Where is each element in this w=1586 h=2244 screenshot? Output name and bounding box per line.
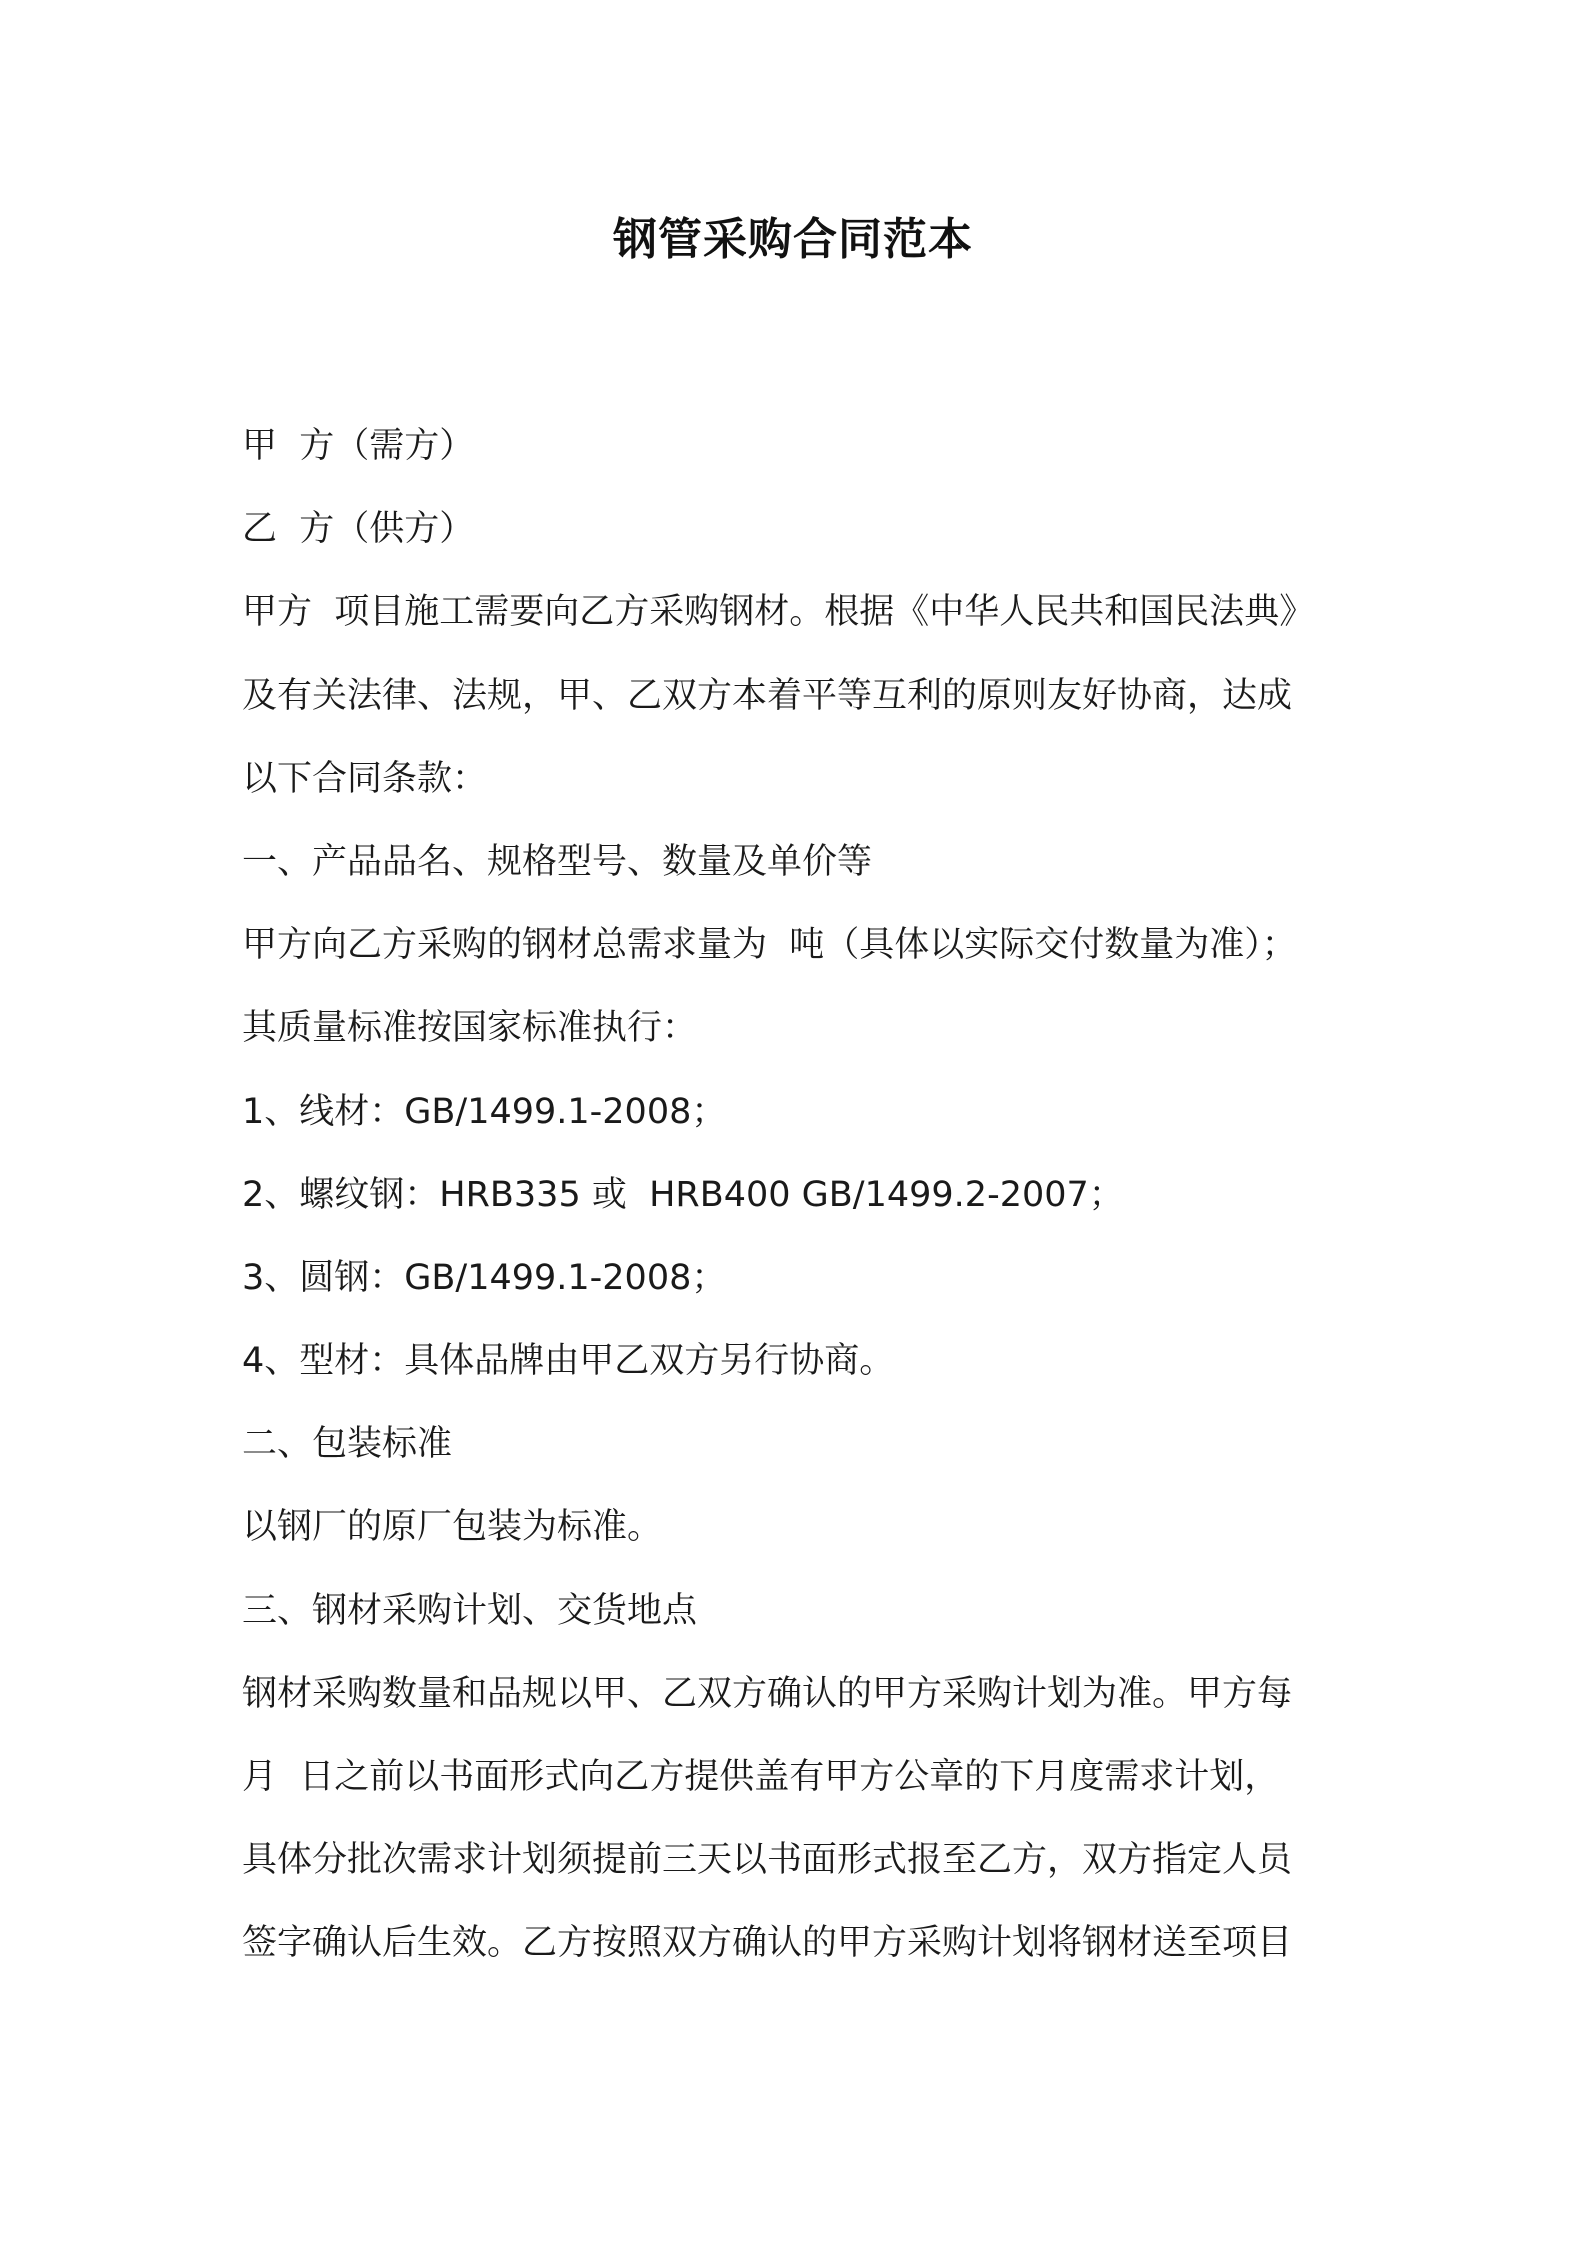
preamble-line-2: 及有关法律、法规，甲、乙双方本着平等互利的原则友好协商，达成 [242,675,1293,716]
standard-item-2: 2、螺纹钢：HRB335 或 HRB400 GB/1499.2-2007； [242,1174,1124,1215]
section-3-text-2: 月 日之前以书面形式向乙方提供盖有甲方公章的下月度需求计划， [242,1757,1280,1797]
section-3-text-4: 签字确认后生效。乙方按照双方确认的甲方采购计划将钢材送至项目 [242,1923,1293,1964]
document-title: 钢管采购合同范本 [613,214,973,265]
section-3-text-1: 钢材采购数量和品规以甲、乙双方确认的甲方采购计划为准。甲方每 [242,1673,1293,1714]
section-1-text-1: 甲方向乙方采购的钢材总需求量为 吨（具体以实际交付数量为准）； [242,925,1297,966]
standard-item-1: 1、线材：GB/1499.1-2008； [242,1091,727,1132]
document-body [242,405,1367,1986]
preamble-line-3: 以下合同条款： [242,758,488,799]
section-1-heading: 一、产品品名、规格型号、数量及单价等 [242,841,873,882]
section-2-text: 以钢厂的原厂包装为标准。 [242,1507,663,1548]
section-3-heading: 三、钢材采购计划、交货地点 [242,1590,698,1631]
section-3-text-3: 具体分批次需求计划须提前三天以书面形式报至乙方，双方指定人员 [242,1840,1293,1881]
section-2-heading: 二、包装标准 [242,1424,453,1465]
party-b-line: 乙 方（供方） [242,509,475,550]
standard-item-3: 3、圆钢：GB/1499.1-2008； [242,1257,727,1298]
party-a-line: 甲 方（需方） [242,426,475,466]
preamble-line-1: 甲方 项目施工需要向乙方采购钢材。根据《中华人民共和国民法典》 [242,592,1315,633]
section-1-text-2: 其质量标准按国家标准执行： [242,1008,698,1049]
standard-item-4: 4、型材：具体品牌由甲乙双方另行协商。 [242,1341,895,1382]
